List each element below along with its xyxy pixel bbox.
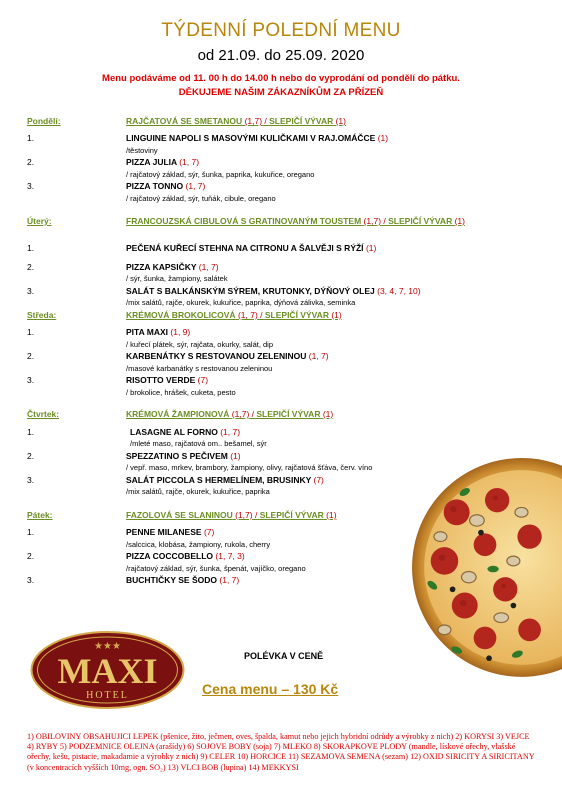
soup-allergens: (1,7) bbox=[363, 216, 382, 226]
soup2-name: SLEPIČÍ VÝVAR bbox=[269, 116, 334, 126]
soup-allergens: (1,7) bbox=[231, 409, 250, 419]
soup2-allergens: (1) bbox=[326, 510, 337, 520]
dish-name: SALÁT PICCOLA S HERMELÍNEM, BRUSINKY bbox=[126, 475, 312, 485]
serving-notice: Menu podáváme od 11. 00 h do 14.00 h nebo do vyprodání od pondělí do pátku. bbox=[102, 73, 460, 84]
dish bbox=[126, 133, 388, 143]
item-number: 3. bbox=[27, 475, 35, 485]
dish bbox=[126, 327, 190, 337]
soup-included-note: POLÉVKA V CENĚ bbox=[244, 651, 324, 661]
item-number: 3. bbox=[27, 181, 35, 191]
dish-allergens: (1, 9) bbox=[170, 327, 191, 337]
logo-subtext: HOTEL bbox=[86, 690, 129, 701]
soup2-allergens: (1) bbox=[322, 409, 334, 419]
dish-allergens: (1) bbox=[230, 451, 241, 461]
soup-name: RAJČATOVÁ SE SMETANOU bbox=[126, 116, 243, 126]
item-number: 1. bbox=[27, 427, 35, 437]
dish bbox=[126, 451, 241, 461]
soup2-name: SLEPIČÍ VÝVAR bbox=[259, 510, 324, 520]
dish-name: PENNE MILANESE bbox=[126, 527, 202, 537]
dish-name: PITA MAXI bbox=[126, 327, 169, 337]
dish-description: / sýr, šunka, žampiony, salátek bbox=[126, 274, 228, 283]
dish-allergens: (3, 4, 7, 10) bbox=[377, 286, 421, 296]
soup-separator: / bbox=[381, 216, 389, 226]
soup2-allergens: (1) bbox=[335, 116, 346, 126]
soup2-name: SLEPIČÍ VÝVAR bbox=[264, 310, 329, 320]
item-number: 1. bbox=[27, 527, 35, 537]
dish-description: /těstoviny bbox=[126, 146, 158, 155]
soup-name: FAZOLOVÁ SE SLANINOU bbox=[126, 510, 233, 520]
dish-description: /mix salátů, rajče, okurek, kukuřice, paprika, dýňová zálivka, seminka bbox=[126, 298, 356, 307]
dish-allergens: (1) bbox=[365, 243, 377, 253]
dish-allergens: (1, 7) bbox=[198, 262, 219, 272]
dish-allergens: (1, 7) bbox=[308, 351, 329, 361]
item-number: 2. bbox=[27, 451, 35, 461]
dish-allergens: (7) bbox=[203, 527, 215, 537]
item-number: 1. bbox=[27, 243, 35, 253]
dish-description: /masové karbanátky s restovanou zeleninou bbox=[126, 364, 273, 373]
logo-text: MAXI bbox=[57, 651, 158, 691]
dish-description: / vepř. maso, mrkev, brambory, žampiony, olivy, rajčatová šťáva, červ. víno bbox=[126, 463, 373, 472]
soup2-name: SLEPIČÍ VÝVAR bbox=[388, 216, 453, 226]
day-label-thursday: Čtvrtek: bbox=[27, 409, 60, 419]
soup2-allergens: (1) bbox=[331, 310, 342, 320]
dish-name: BUCHTIČKY SE ŠODO bbox=[126, 575, 217, 585]
day-label-monday: Pondělí: bbox=[27, 116, 61, 126]
dish-allergens: (1, 7, 3) bbox=[215, 551, 245, 561]
item-number: 2. bbox=[27, 351, 35, 361]
dish-allergens: (7) bbox=[197, 375, 209, 385]
dish-description: /mix salátů, rajče, okurek, kukuřice, paprika bbox=[126, 487, 270, 496]
dish-name: PEČENÁ KUŘECÍ STEHNA NA CITRONU A ŠALVĚJI S RÝŽÍ bbox=[126, 243, 364, 253]
dish-allergens: (7) bbox=[313, 475, 324, 485]
soup-allergens: (1,7) bbox=[235, 510, 253, 520]
soup-name: FRANCOUZSKÁ CIBULOVÁ S GRATINOVANÝM TOUSTEM bbox=[126, 216, 362, 226]
dish-name: PIZZA COCCOBELLO bbox=[126, 551, 214, 561]
soup-name: KRÉMOVÁ BROKOLICOVÁ bbox=[126, 310, 236, 320]
soup-allergens: (1,7) bbox=[244, 116, 263, 126]
soup-allergens: (1, 7) bbox=[237, 310, 258, 320]
dish-name: SALÁT S BALKÁNSKÝM SÝREM, KRUTONKY, DÝŇOVÝ OLEJ bbox=[126, 286, 375, 296]
dish-name: LASAGNE AL FORNO bbox=[130, 427, 218, 437]
soup-separator: / bbox=[262, 116, 270, 126]
day-label-tuesday: Úterý: bbox=[27, 216, 52, 226]
thanks-notice: DĚKUJEME NAŠIM ZÁKAZNÍKŮM ZA PŘÍZEŇ bbox=[178, 87, 384, 98]
dish-description: / rajčatový základ, sýr, šunka, paprika, kukuřice, oregano bbox=[126, 170, 315, 179]
item-number: 2. bbox=[27, 262, 35, 272]
dish-allergens: (1, 7) bbox=[220, 427, 241, 437]
dish bbox=[126, 157, 199, 167]
dish bbox=[130, 427, 240, 437]
dish-name: KARBENÁTKY S RESTOVANOU ZELENINOU bbox=[126, 351, 307, 361]
dish-allergens: (1, 7) bbox=[179, 157, 200, 167]
logo-stars: ★★★ bbox=[94, 641, 121, 652]
dish-description: /salccica, klobása, žampiony, rukola, cherry bbox=[126, 540, 271, 549]
item-number: 1. bbox=[27, 133, 35, 143]
dish-allergens: (1) bbox=[377, 133, 389, 143]
day-soups-thursday bbox=[126, 409, 333, 419]
dish bbox=[126, 181, 205, 191]
soup-separator: / bbox=[252, 510, 260, 520]
menu-dates: od 21.09. do 25.09. 2020 bbox=[197, 47, 365, 64]
item-number: 1. bbox=[27, 327, 35, 337]
dish-name: PIZZA KAPSIČKY bbox=[126, 262, 197, 272]
soup2-allergens: (1) bbox=[454, 216, 465, 226]
item-number: 3. bbox=[27, 286, 35, 296]
page-title: TÝDENNÍ POLEDNÍ MENU bbox=[161, 20, 401, 41]
dish-allergens: (1, 7) bbox=[185, 181, 206, 191]
day-label-wednesday: Středa: bbox=[27, 310, 57, 320]
dish-name: RISOTTO VERDE bbox=[126, 375, 196, 385]
dish-name: PIZZA TONNO bbox=[126, 181, 184, 191]
dish-description: /rajčatový základ, sýr, šunka, špenát, vajíčko, oregano bbox=[126, 564, 306, 573]
dish-description: / kuřecí plátek, sýr, rajčata, okurky, salát, dip bbox=[126, 340, 274, 349]
soup-separator: / bbox=[257, 310, 265, 320]
dish bbox=[126, 551, 245, 561]
day-label-friday: Pátek: bbox=[27, 510, 53, 520]
dish bbox=[126, 475, 324, 485]
soup-separator: / bbox=[249, 409, 257, 419]
dish bbox=[126, 262, 219, 272]
dish bbox=[126, 286, 421, 296]
dish-name: LINGUINE NAPOLI S MASOVÝMI KULIČKAMI V RAJ.OMÁČCE bbox=[126, 133, 376, 143]
item-number: 3. bbox=[27, 575, 35, 585]
soup-name: KRÉMOVÁ ŽAMPIONOVÁ bbox=[126, 409, 230, 419]
day-soups-friday bbox=[126, 510, 337, 520]
allergen-legend: 1) OBILOVINY OBSAHUJICI LEPEK (pšenice, žito, ječmen, oves, špalda, kamut nebo jejich hybridní odrůdy a výrobky z nich) 2) KORYSI 3) VEJCE 4) RYBY 5) PODZEMNICE OLEJNA (arašídy) 6) SOJOVE BOBY (soja) 7) MLEKO 8) SKORAPKOVE PLODY (mandle, lískové ořechy, vlašské ořechy, kešu, pistacie, makadamie a výrobky z nich) 9) CELER 10) HORCICE 11) SEZAMOVA SEMENA (sezam) 12) OXID SIRICITY A SIRICITANY (v koncentracích vyšších 10mg, ogn. SO₂) 13) VLCI BOB (lupina) 14) MEKKYSI bbox=[27, 732, 535, 772]
dish-description: / brokolice, hrášek, cuketa, pesto bbox=[126, 388, 236, 397]
dish bbox=[126, 243, 376, 253]
dish bbox=[126, 527, 214, 537]
pizza-image bbox=[408, 430, 562, 700]
dish-description: /mleté maso, rajčatová om.. bešamel, sýr bbox=[130, 439, 267, 448]
dish-name: SPEZZATINO S PEČIVEM bbox=[126, 451, 228, 461]
item-number: 3. bbox=[27, 375, 35, 385]
dish-allergens: (1, 7) bbox=[219, 575, 240, 585]
dish-name: PIZZA JULIA bbox=[126, 157, 177, 167]
day-soups-wednesday bbox=[126, 310, 342, 320]
dish bbox=[126, 575, 239, 585]
item-number: 2. bbox=[27, 551, 35, 561]
dish-description: / rajčatový základ, sýr, tuňák, cibule, oregano bbox=[126, 194, 276, 203]
dish bbox=[126, 351, 329, 361]
soup2-name: SLEPIČÍ VÝVAR bbox=[256, 409, 321, 419]
item-number: 2. bbox=[27, 157, 35, 167]
day-soups-tuesday bbox=[126, 216, 465, 226]
hotel-logo bbox=[30, 630, 185, 710]
day-soups-monday bbox=[126, 116, 346, 126]
dish bbox=[126, 375, 208, 385]
menu-price: Cena menu – 130 Kč bbox=[202, 681, 339, 697]
